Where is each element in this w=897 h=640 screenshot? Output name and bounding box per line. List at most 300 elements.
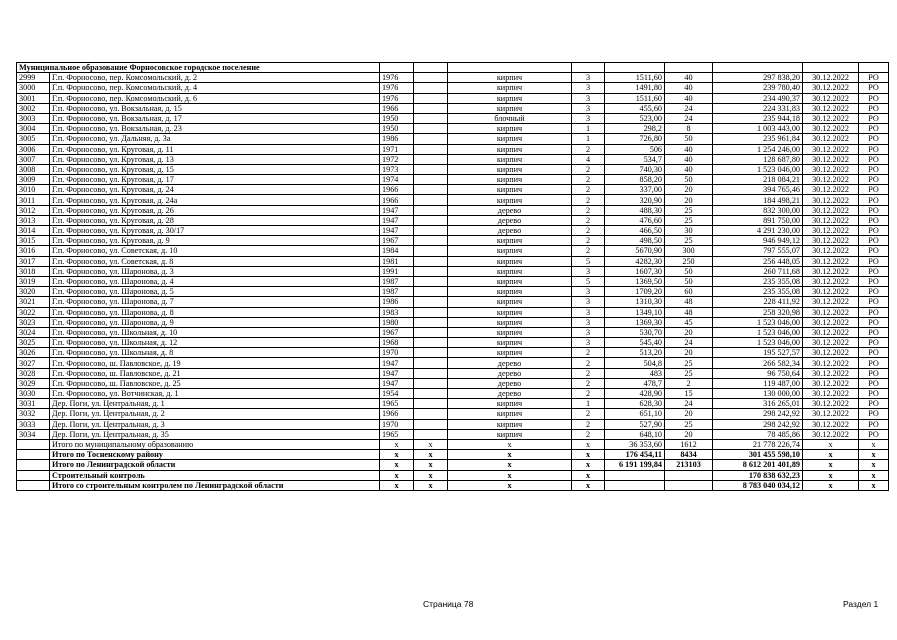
area: 1511,60: [605, 93, 665, 103]
address: Г.п. Форносово, ул. Дальняя, д. 3а: [50, 134, 380, 144]
area: 527,90: [605, 419, 665, 429]
total-row: [17, 470, 889, 480]
table-row: [17, 103, 889, 113]
funding-type: РО: [859, 378, 889, 388]
row-number: 3026: [17, 348, 50, 358]
floors: 2: [572, 175, 605, 185]
deadline: 30.12.2022: [803, 429, 859, 439]
residents: 25: [665, 236, 713, 246]
funding-type: РО: [859, 164, 889, 174]
repair-cost: 96 750,64: [713, 368, 803, 378]
area: 337,00: [605, 185, 665, 195]
repair-cost: 119 487,00: [713, 378, 803, 388]
placeholder-x: x: [859, 480, 889, 490]
total-row: [17, 480, 889, 490]
deadline: 30.12.2022: [803, 276, 859, 286]
row-number: 3017: [17, 256, 50, 266]
table-row: [17, 307, 889, 317]
row-number: 3015: [17, 236, 50, 246]
floors: 2: [572, 205, 605, 215]
area: 740,30: [605, 164, 665, 174]
table-row: [17, 419, 889, 429]
address: Дер. Поги, ул. Центральная, д. 35: [50, 429, 380, 439]
table-row: [17, 297, 889, 307]
repair-cost: 228 411,92: [713, 297, 803, 307]
deadline: 30.12.2022: [803, 399, 859, 409]
row-number: 3025: [17, 338, 50, 348]
row-number: 3010: [17, 185, 50, 195]
repair-cost: 1 523 046,00: [713, 164, 803, 174]
floors: 1: [572, 399, 605, 409]
year-built: 1987: [380, 276, 414, 286]
repair-cost: 1 003 443,00: [713, 124, 803, 134]
repair-cost: 235 944,18: [713, 113, 803, 123]
residents: 25: [665, 215, 713, 225]
empty-cell: [414, 307, 448, 317]
funding-type: РО: [859, 175, 889, 185]
year-built: 1968: [380, 338, 414, 348]
deadline: 30.12.2022: [803, 134, 859, 144]
address: Г.п. Форносово, ул. Шаронова, д. 9: [50, 317, 380, 327]
table-row: [17, 164, 889, 174]
total-residents: 1612: [665, 439, 713, 449]
empty-cell: [414, 195, 448, 205]
total-label: Итого по Ленинградской области: [50, 460, 380, 470]
funding-type: РО: [859, 73, 889, 83]
funding-type: РО: [859, 134, 889, 144]
empty-cell: [414, 164, 448, 174]
area: 1369,50: [605, 276, 665, 286]
funding-type: РО: [859, 195, 889, 205]
placeholder-x: x: [859, 460, 889, 470]
year-built: 1974: [380, 175, 414, 185]
floors: 4: [572, 154, 605, 164]
funding-type: РО: [859, 307, 889, 317]
deadline: 30.12.2022: [803, 185, 859, 195]
funding-type: РО: [859, 246, 889, 256]
empty-cell: [414, 317, 448, 327]
empty-cell: [414, 389, 448, 399]
area: 488,30: [605, 205, 665, 215]
empty-cell: [414, 134, 448, 144]
total-row: [17, 450, 889, 460]
placeholder-x: x: [380, 480, 414, 490]
empty-cell: [17, 439, 50, 449]
deadline: 30.12.2022: [803, 287, 859, 297]
empty-cell: [380, 63, 414, 73]
year-built: 1972: [380, 154, 414, 164]
residents: 24: [665, 338, 713, 348]
table-row: [17, 429, 889, 439]
floors: 2: [572, 185, 605, 195]
placeholder-x: x: [572, 439, 605, 449]
repair-cost: 256 448,05: [713, 256, 803, 266]
residents: 40: [665, 154, 713, 164]
placeholder-x: x: [859, 450, 889, 460]
wall-material: кирпич: [448, 409, 572, 419]
wall-material: кирпич: [448, 419, 572, 429]
placeholder-x: x: [448, 460, 572, 470]
empty-cell: [414, 399, 448, 409]
empty-cell: [414, 154, 448, 164]
residents: 250: [665, 256, 713, 266]
year-built: 1970: [380, 348, 414, 358]
empty-cell: [414, 144, 448, 154]
placeholder-x: x: [414, 460, 448, 470]
deadline: 30.12.2022: [803, 297, 859, 307]
area: 428,90: [605, 389, 665, 399]
repair-cost: 832 300,00: [713, 205, 803, 215]
wall-material: кирпич: [448, 266, 572, 276]
row-number: 3013: [17, 215, 50, 225]
floors: 2: [572, 409, 605, 419]
residents: 24: [665, 399, 713, 409]
row-number: 3012: [17, 205, 50, 215]
wall-material: кирпич: [448, 236, 572, 246]
table-row: [17, 338, 889, 348]
empty-cell: [414, 266, 448, 276]
wall-material: кирпич: [448, 195, 572, 205]
empty-cell: [665, 63, 713, 73]
wall-material: дерево: [448, 358, 572, 368]
residents: 20: [665, 409, 713, 419]
table-row: [17, 83, 889, 93]
deadline: 30.12.2022: [803, 246, 859, 256]
empty-cell: [414, 368, 448, 378]
repair-cost: 234 490,37: [713, 93, 803, 103]
repair-cost: 1 523 046,00: [713, 317, 803, 327]
year-built: 1980: [380, 317, 414, 327]
funding-type: РО: [859, 215, 889, 225]
placeholder-x: x: [859, 439, 889, 449]
table-row: [17, 276, 889, 286]
total-label: Итого по Тосненскому району: [50, 450, 380, 460]
total-row: [17, 439, 889, 449]
floors: 2: [572, 226, 605, 236]
floors: 1: [572, 134, 605, 144]
floors: 2: [572, 236, 605, 246]
year-built: 1984: [380, 246, 414, 256]
repair-cost: 266 582,34: [713, 358, 803, 368]
year-built: 1986: [380, 134, 414, 144]
empty-cell: [713, 63, 803, 73]
area: 534,7: [605, 154, 665, 164]
residents: 25: [665, 205, 713, 215]
funding-type: РО: [859, 429, 889, 439]
funding-type: РО: [859, 338, 889, 348]
address: Г.п. Форносово, ул. Круговая, д. 24: [50, 185, 380, 195]
area: 1709,20: [605, 287, 665, 297]
address: Г.п. Форносово, ул. Круговая, д. 17: [50, 175, 380, 185]
row-number: 3003: [17, 113, 50, 123]
empty-cell: [448, 63, 572, 73]
empty-cell: [414, 205, 448, 215]
wall-material: дерево: [448, 378, 572, 388]
table-row: [17, 134, 889, 144]
deadline: 30.12.2022: [803, 266, 859, 276]
table-row: [17, 358, 889, 368]
table-row: [17, 409, 889, 419]
funding-type: РО: [859, 276, 889, 286]
repair-cost: 1 523 046,00: [713, 327, 803, 337]
repair-cost: 1 523 046,00: [713, 338, 803, 348]
wall-material: кирпич: [448, 399, 572, 409]
year-built: 1965: [380, 429, 414, 439]
wall-material: кирпич: [448, 287, 572, 297]
year-built: 1947: [380, 226, 414, 236]
table-row: [17, 266, 889, 276]
floors: 2: [572, 164, 605, 174]
address: Г.п. Форносово, ул. Вокзальная, д. 15: [50, 103, 380, 113]
wall-material: кирпич: [448, 246, 572, 256]
area: 504,8: [605, 358, 665, 368]
empty-cell: [414, 93, 448, 103]
total-area: 176 454,11: [605, 450, 665, 460]
residents: 15: [665, 389, 713, 399]
area: 523,00: [605, 113, 665, 123]
year-built: 1970: [380, 419, 414, 429]
empty-cell: [414, 246, 448, 256]
row-number: 3020: [17, 287, 50, 297]
funding-type: РО: [859, 205, 889, 215]
repair-cost: 128 687,80: [713, 154, 803, 164]
empty-cell: [414, 215, 448, 225]
empty-cell: [605, 63, 665, 73]
funding-type: РО: [859, 83, 889, 93]
repair-cost: 946 949,12: [713, 236, 803, 246]
empty-cell: [414, 175, 448, 185]
empty-cell: [414, 63, 448, 73]
empty-cell: [414, 103, 448, 113]
row-number: 2999: [17, 73, 50, 83]
funding-type: РО: [859, 389, 889, 399]
deadline: 30.12.2022: [803, 226, 859, 236]
area: 506: [605, 144, 665, 154]
repair-cost: 195 527,57: [713, 348, 803, 358]
year-built: 1967: [380, 327, 414, 337]
placeholder-x: x: [414, 470, 448, 480]
placeholder-x: x: [803, 439, 859, 449]
wall-material: кирпич: [448, 185, 572, 195]
table-row: [17, 175, 889, 185]
deadline: 30.12.2022: [803, 378, 859, 388]
address: Г.п. Форносово, ул. Шаронова, д. 3: [50, 266, 380, 276]
placeholder-x: x: [572, 470, 605, 480]
empty-cell: [414, 419, 448, 429]
funding-type: РО: [859, 185, 889, 195]
section-title: Муниципальное образование Форносовское городское поселение: [17, 63, 380, 73]
wall-material: кирпич: [448, 164, 572, 174]
deadline: 30.12.2022: [803, 175, 859, 185]
floors: 3: [572, 327, 605, 337]
row-number: 3023: [17, 317, 50, 327]
residents: 8: [665, 124, 713, 134]
table-row: [17, 368, 889, 378]
area: 1491,80: [605, 83, 665, 93]
row-number: 3005: [17, 134, 50, 144]
residents: 25: [665, 368, 713, 378]
funding-type: РО: [859, 399, 889, 409]
table-row: [17, 389, 889, 399]
area: 298,2: [605, 124, 665, 134]
address: Г.п. Форносово, ш. Павловское, д. 19: [50, 358, 380, 368]
address: Дер. Поги, ул. Центральная, д. 1: [50, 399, 380, 409]
address: Г.п. Форносово, ул. Вокзальная, д. 17: [50, 113, 380, 123]
year-built: 1966: [380, 185, 414, 195]
area: 651,10: [605, 409, 665, 419]
address: Г.п. Форносово, ул. Вотчинская, д. 1: [50, 389, 380, 399]
table-row: [17, 195, 889, 205]
deadline: 30.12.2022: [803, 73, 859, 83]
address: Г.п. Форносово, ул. Круговая, д. 30/17: [50, 226, 380, 236]
deadline: 30.12.2022: [803, 93, 859, 103]
placeholder-x: x: [803, 450, 859, 460]
residents: 50: [665, 175, 713, 185]
funding-type: РО: [859, 93, 889, 103]
funding-type: РО: [859, 113, 889, 123]
floors: 3: [572, 307, 605, 317]
residents: 50: [665, 134, 713, 144]
residents: 25: [665, 419, 713, 429]
row-number: 3018: [17, 266, 50, 276]
deadline: 30.12.2022: [803, 358, 859, 368]
wall-material: дерево: [448, 389, 572, 399]
address: Г.п. Форносово, ул. Круговая, д. 26: [50, 205, 380, 215]
floors: 2: [572, 144, 605, 154]
row-number: 3029: [17, 378, 50, 388]
wall-material: кирпич: [448, 73, 572, 83]
year-built: 1971: [380, 144, 414, 154]
placeholder-x: x: [380, 460, 414, 470]
residents: 20: [665, 327, 713, 337]
empty-cell: [17, 470, 50, 480]
residents: 40: [665, 83, 713, 93]
placeholder-x: x: [380, 450, 414, 460]
year-built: 1950: [380, 113, 414, 123]
funding-type: РО: [859, 287, 889, 297]
empty-cell: [414, 338, 448, 348]
area: 455,60: [605, 103, 665, 113]
area: 1369,30: [605, 317, 665, 327]
table-row: [17, 287, 889, 297]
deadline: 30.12.2022: [803, 215, 859, 225]
deadline: 30.12.2022: [803, 154, 859, 164]
row-number: 3016: [17, 246, 50, 256]
deadline: 30.12.2022: [803, 205, 859, 215]
row-number: 3009: [17, 175, 50, 185]
funding-type: РО: [859, 256, 889, 266]
placeholder-x: x: [448, 439, 572, 449]
deadline: 30.12.2022: [803, 164, 859, 174]
deadline: 30.12.2022: [803, 124, 859, 134]
area: 1607,30: [605, 266, 665, 276]
row-number: 3024: [17, 327, 50, 337]
residents: 20: [665, 348, 713, 358]
table-row: [17, 226, 889, 236]
area: 726,80: [605, 134, 665, 144]
empty-cell: [414, 429, 448, 439]
year-built: 1947: [380, 215, 414, 225]
repair-cost: 235 961,84: [713, 134, 803, 144]
placeholder-x: x: [572, 460, 605, 470]
total-residents: [665, 480, 713, 490]
area: 530,70: [605, 327, 665, 337]
address: Г.п. Форносово, ул. Советская, д. 8: [50, 256, 380, 266]
year-built: 1987: [380, 287, 414, 297]
area: 483: [605, 368, 665, 378]
wall-material: кирпич: [448, 307, 572, 317]
wall-material: дерево: [448, 205, 572, 215]
year-built: 1976: [380, 93, 414, 103]
floors: 3: [572, 338, 605, 348]
year-built: 1954: [380, 389, 414, 399]
table-row: [17, 185, 889, 195]
total-residents: [665, 470, 713, 480]
floors: 2: [572, 378, 605, 388]
repair-cost: 224 331,83: [713, 103, 803, 113]
deadline: 30.12.2022: [803, 144, 859, 154]
residents: 25: [665, 358, 713, 368]
address: Г.п. Форносово, ул. Школьная, д. 10: [50, 327, 380, 337]
total-cost: 21 778 226,74: [713, 439, 803, 449]
address: Г.п. Форносово, ул. Шаронова, д. 8: [50, 307, 380, 317]
wall-material: кирпич: [448, 175, 572, 185]
placeholder-x: x: [380, 439, 414, 449]
placeholder-x: x: [380, 470, 414, 480]
wall-material: кирпич: [448, 144, 572, 154]
wall-material: кирпич: [448, 317, 572, 327]
empty-cell: [414, 287, 448, 297]
capital-repair-table: [16, 62, 889, 491]
year-built: 1973: [380, 164, 414, 174]
address: Г.п. Форносово, ул. Школьная, д. 12: [50, 338, 380, 348]
funding-type: РО: [859, 226, 889, 236]
placeholder-x: x: [572, 450, 605, 460]
wall-material: кирпич: [448, 124, 572, 134]
address: Г.п. Форносово, ул. Круговая, д. 11: [50, 144, 380, 154]
wall-material: кирпич: [448, 429, 572, 439]
residents: 40: [665, 144, 713, 154]
total-area: [605, 470, 665, 480]
funding-type: РО: [859, 144, 889, 154]
table-row: [17, 205, 889, 215]
empty-cell: [17, 450, 50, 460]
deadline: 30.12.2022: [803, 256, 859, 266]
total-residents: 8434: [665, 450, 713, 460]
year-built: 1991: [380, 266, 414, 276]
empty-cell: [414, 83, 448, 93]
residents: 20: [665, 185, 713, 195]
row-number: 3002: [17, 103, 50, 113]
residents: 60: [665, 287, 713, 297]
empty-cell: [414, 358, 448, 368]
address: Г.п. Форносово, ш. Павловское, д. 21: [50, 368, 380, 378]
area: 498,50: [605, 236, 665, 246]
funding-type: РО: [859, 103, 889, 113]
deadline: 30.12.2022: [803, 83, 859, 93]
deadline: 30.12.2022: [803, 409, 859, 419]
address: Г.п. Форносово, пер. Комсомольский, д. 6: [50, 93, 380, 103]
residents: 300: [665, 246, 713, 256]
repair-cost: 298 242,92: [713, 419, 803, 429]
row-number: 3008: [17, 164, 50, 174]
table-row: [17, 317, 889, 327]
year-built: 1947: [380, 368, 414, 378]
empty-cell: [414, 327, 448, 337]
address: Г.п. Форносово, ул. Школьная, д. 8: [50, 348, 380, 358]
funding-type: РО: [859, 317, 889, 327]
residents: 2: [665, 378, 713, 388]
